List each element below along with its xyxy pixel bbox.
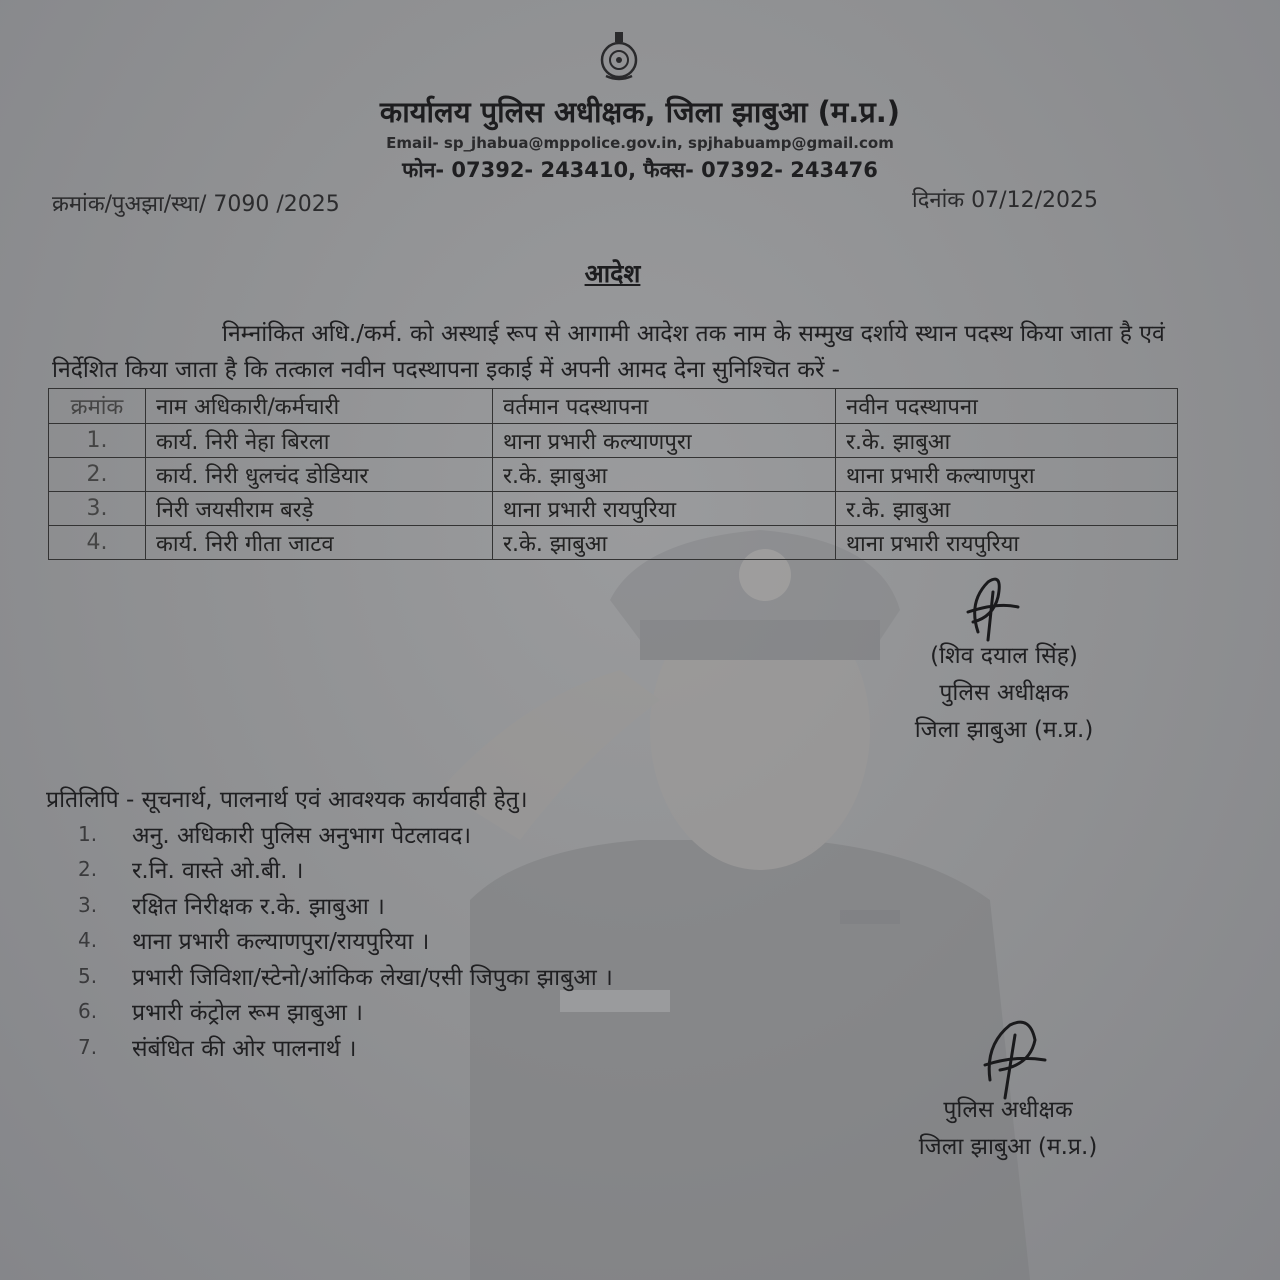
cell-name: कार्य. निरी नेहा बिरला <box>146 424 493 458</box>
cell-current-posting: थाना प्रभारी कल्याणपुरा <box>493 424 836 458</box>
list-item-number: 2. <box>78 857 98 882</box>
list-item <box>78 816 613 852</box>
order-heading: आदेश <box>584 259 641 288</box>
list-item-text: संबंधित की ओर पालनार्थ । <box>132 1035 357 1062</box>
cell-current-posting: थाना प्रभारी रायपुरिया <box>493 492 836 526</box>
list-item-text: अनु. अधिकारी पुलिस अनुभाग पेटलावद। <box>132 822 472 849</box>
list-item-text: प्रभारी कंट्रोल रूम झाबुआ । <box>132 1000 363 1027</box>
cell-serial: 3. <box>49 492 146 526</box>
order-date: दिनांक 07/12/2025 <box>912 188 1098 213</box>
cell-name: कार्य. निरी धुलचंद डोडियार <box>146 458 493 492</box>
copy-list <box>78 816 613 1065</box>
signatory-district: जिला झाबुआ (म.प्र.) <box>914 717 1094 743</box>
office-title: कार्यालय पुलिस अधीक्षक, जिला झाबुआ (म.प्र.) <box>379 95 901 129</box>
table-row <box>49 458 1178 492</box>
signatory-block-copy <box>858 1092 1158 1166</box>
signatory-designation: पुलिस अधीक्षक <box>943 1097 1073 1123</box>
list-item-text: थाना प्रभारी कल्याणपुरा/रायपुरिया । <box>132 929 430 956</box>
list-item-number: 1. <box>78 821 98 846</box>
list-item-number: 7. <box>78 1034 98 1059</box>
cell-new-posting: थाना प्रभारी कल्याणपुरा <box>836 458 1178 492</box>
table-row <box>49 526 1178 560</box>
cell-new-posting: र.के. झाबुआ <box>836 424 1178 458</box>
transfer-table <box>48 388 1178 560</box>
cell-serial: 4. <box>49 526 146 560</box>
cell-serial: 2. <box>49 458 146 492</box>
list-item-number: 4. <box>78 928 98 953</box>
signatory-name: (शिव दयाल सिंह) <box>930 643 1078 669</box>
list-item-text: रक्षित निरीक्षक र.के. झाबुआ । <box>132 893 385 920</box>
phone-fax-line: फोन- 07392- 243410, फैक्स- 07392- 243476 <box>402 158 878 182</box>
header-new-posting: नवीन पदस्थापना <box>836 389 1178 424</box>
header-serial: क्रमांक <box>49 389 146 424</box>
cell-new-posting: र.के. झाबुआ <box>836 492 1178 526</box>
signatory-designation: पुलिस अधीक्षक <box>939 680 1069 706</box>
header-name: नाम अधिकारी/कर्मचारी <box>146 389 493 424</box>
header-current-posting: वर्तमान पदस्थापना <box>493 389 836 424</box>
table-row <box>49 492 1178 526</box>
cell-serial: 1. <box>49 424 146 458</box>
list-item <box>78 1029 613 1065</box>
reference-number: क्रमांक/पुअझा/स्था/ 7090 /2025 <box>52 192 340 217</box>
signatory-district: जिला झाबुआ (म.प्र.) <box>918 1134 1098 1160</box>
mp-police-emblem-icon <box>596 30 642 82</box>
list-item <box>78 958 613 994</box>
list-item-number: 5. <box>78 963 98 988</box>
list-item-number: 3. <box>78 892 98 917</box>
list-item-text: प्रभारी जिविशा/स्टेनो/आंकिक लेखा/एसी जिपुका झाबुआ । <box>132 964 613 991</box>
list-item-text: र.नि. वास्ते ओ.बी. । <box>132 858 304 885</box>
cell-name: निरी जयसीराम बरड़े <box>146 492 493 526</box>
order-body: निम्नांकित अधि./कर्म. को अस्थाई रूप से आगामी आदेश तक नाम के सम्मुख दर्शाये स्थान पदस्थ किया जाता है एवं निर्देशित किया जाता है कि तत्काल नवीन पदस्थापना इकाई में अपनी आमद देना सुनिश्चित करें - <box>52 321 1165 383</box>
list-item <box>78 887 613 923</box>
copy-heading: प्रतिलिपि - सूचनार्थ, पालनार्थ एवं आवश्यक कार्यवाही हेतु। <box>46 787 528 813</box>
table-header-row <box>49 389 1178 424</box>
signatory-block <box>854 638 1154 749</box>
cell-current-posting: र.के. झाबुआ <box>493 458 836 492</box>
list-item <box>78 923 613 959</box>
signature-mark <box>970 1010 1060 1100</box>
email-line: Email- sp_jhabua@mppolice.gov.in, spjhabuamp@gmail.com <box>386 134 894 152</box>
table-row <box>49 424 1178 458</box>
cell-name: कार्य. निरी गीता जाटव <box>146 526 493 560</box>
signature-mark <box>948 572 1038 642</box>
list-item <box>78 852 613 888</box>
list-item <box>78 994 613 1030</box>
cell-current-posting: र.के. झाबुआ <box>493 526 836 560</box>
cell-new-posting: थाना प्रभारी रायपुरिया <box>836 526 1178 560</box>
list-item-number: 6. <box>78 999 98 1024</box>
